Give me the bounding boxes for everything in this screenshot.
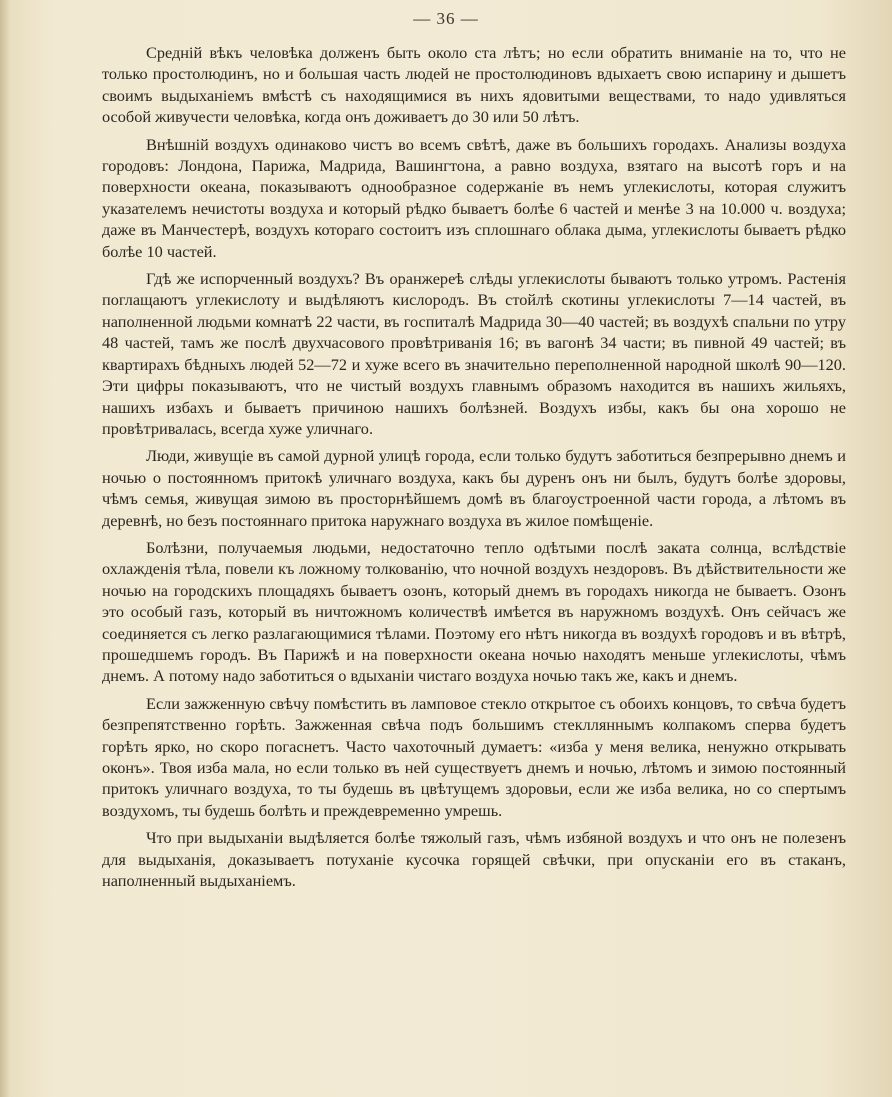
paragraph: Болѣзни, получаемыя людьми, недостаточно тепло одѣтыми послѣ заката солнца, вслѣдствіе охлажденія тѣла, повели къ ложному толкованію, что ночной воздухъ нездоровъ. Въ дѣйствительности же ночью на городскихъ площадяхъ бываетъ озонъ, который днемъ въ городахъ никогда не бываетъ. Озонъ это особый газъ, который въ ничтожномъ количествѣ имѣется въ наружномъ воздухѣ. Онъ сейчасъ же соединяется съ легко разлагающимися тѣлами. Поэтому его нѣтъ никогда въ воздухѣ городовъ и въ вѣтрѣ, прошедшемъ городъ. Въ Парижѣ и на поверхности океана ночью находятъ меньше углекислоты, чѣмъ днемъ. А потому надо заботиться о вдыханіи чистаго воздуха ночью такъ же, какъ и днемъ. bbox=[102, 537, 846, 686]
paragraph: Если зажженную свѣчу помѣстить въ ламповое стекло открытое съ обоихъ концовъ, то свѣча будетъ безпрепятственно горѣть. Зажженная свѣча подъ большимъ стеклляннымъ колпакомъ сперва будетъ горѣть ярко, но скоро погаснетъ. Часто чахоточный думаетъ: «изба у меня велика, ненужно открывать оконъ». Твоя изба мала, но если только въ ней существуетъ днемъ и ночью, лѣтомъ и зимою постоянный притокъ уличнаго воздуха, то ты будешь въ цвѣтущемъ здоровьи, если же изба велика, но со спертымъ воздухомъ, ты будешь болѣть и преждевременно умрешь. bbox=[102, 693, 846, 820]
paragraph: Что при выдыханіи выдѣляется болѣе тяжолый газъ, чѣмъ избяной воздухъ и что онъ не полезенъ для выдыханія, доказываетъ потуханіе кусочка горящей свѣчки, при опусканіи его въ стаканъ, наполненный выдыханіемъ. bbox=[102, 828, 846, 891]
page-number: — 36 — bbox=[413, 9, 479, 28]
paragraph: Гдѣ же испорченный воздухъ? Въ оранжереѣ слѣды углекислоты бываютъ только утромъ. Растенія поглащаютъ углекислоту и выдѣляютъ кислородъ. Въ стойлѣ скотины углекислоты 7—14 частей, въ наполненной людьми комнатѣ 22 части, въ госпиталѣ Мадрида 30—40 частей; въ воздухѣ спальни по утру 48 частей, тамъ же послѣ двухчасового провѣтриванія 16; въ вагонѣ 34 части; въ пивной 49 частей; въ квартирахъ бѣдныхъ людей 52—72 и хуже всего въ значительно переполненной народной школѣ 90—120. Эти цифры показываютъ, что не чистый воздухъ главнымъ образомъ находится въ нашихъ жильяхъ, нашихъ избахъ и бываетъ причиною нашихъ болѣзней. Воздухъ избы, какъ бы она хорошо не провѣтривалась, всегда хуже уличнаго. bbox=[102, 269, 846, 438]
paragraph: Люди, живущіе въ самой дурной улицѣ города, если только будутъ заботиться безпрерывно днемъ и ночью о постоянномъ притокѣ уличнаго воздуха, какъ бы дуренъ онъ ни былъ, будутъ болѣе здоровы, чѣмъ семья, живущая зимою въ просторнѣйшемъ домѣ въ благоустроенной части города, а лѣтомъ въ деревнѣ, но безъ постояннаго притока наружнаго воздуха въ жилое помѣщеніе. bbox=[102, 446, 846, 530]
paragraph: Средній вѣкъ человѣка долженъ быть около ста лѣтъ; но если обратить вниманіе на то, что не только простолюдинъ, но и большая часть людей не простолюдиновъ вдыхаетъ свою испарину и дышетъ своимъ выдыханіемъ вмѣстѣ съ находящимися въ нихъ ядовитыми веществами, то надо удивляться особой живучести человѣка, когда онъ доживаетъ до 30 или 50 лѣтъ. bbox=[102, 43, 846, 127]
body-text bbox=[102, 42, 846, 897]
page-spine-shadow bbox=[0, 0, 10, 1097]
paragraph: Внѣшній воздухъ одинаково чистъ во всемъ свѣтѣ, даже въ большихъ городахъ. Анализы воздуха городовъ: Лондона, Парижа, Мадрида, Вашингтона, а равно воздуха, взятаго на высотѣ горъ и на поверхности океана, показываютъ однообразное содержаніе въ немъ углекислоты, которая служитъ указателемъ нечистоты воздуха и который рѣдко бываетъ болѣе 6 частей и менѣе 3 на 10.000 ч. воздуха; даже въ Манчестерѣ, воздухъ котораго состоитъ изъ сплошнаго облака дыма, углекислоты бываетъ рѣдко болѣе 10 частей. bbox=[102, 134, 846, 261]
